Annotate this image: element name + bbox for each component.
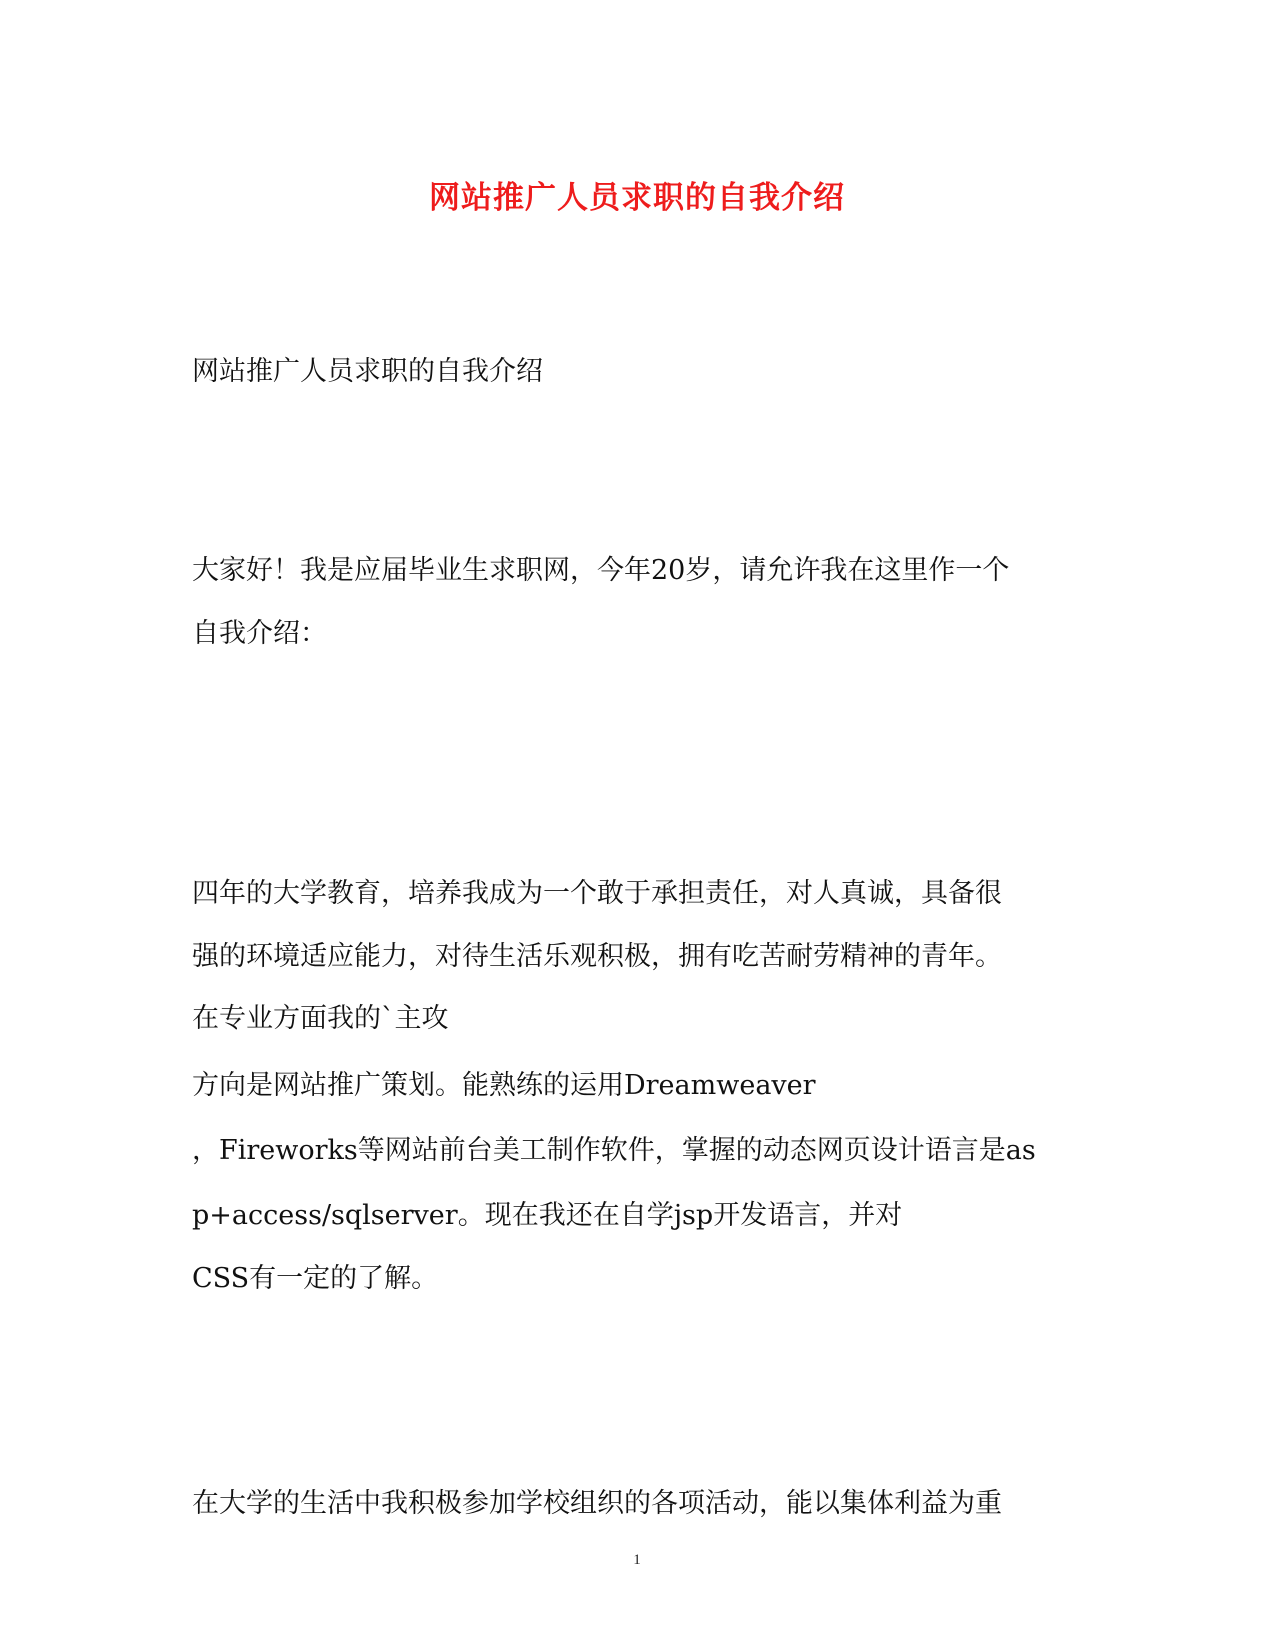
paragraph-line: 自我介绍： bbox=[192, 618, 327, 649]
paragraph-line: 在专业方面我的`主攻 bbox=[192, 1003, 449, 1034]
paragraph-line: ，Fireworks等网站前台美工制作软件，掌握的动态网页设计语言是as bbox=[192, 1135, 1036, 1166]
page-number: 1 bbox=[633, 1552, 641, 1568]
document-title: 网站推广人员求职的自我介绍 bbox=[429, 180, 845, 216]
paragraph-line: 在大学的生活中我积极参加学校组织的各项活动，能以集体利益为重 bbox=[192, 1488, 1002, 1519]
paragraph-line: 方向是网站推广策划。能熟练的运用Dreamweaver bbox=[192, 1070, 816, 1101]
subtitle-line: 网站推广人员求职的自我介绍 bbox=[192, 356, 543, 387]
paragraph-line: CSS有一定的了解。 bbox=[192, 1263, 439, 1294]
paragraph-line: 强的环境适应能力，对待生活乐观积极，拥有吃苦耐劳精神的青年。 bbox=[192, 941, 1002, 972]
paragraph-line: 四年的大学教育，培养我成为一个敢于承担责任，对人真诚，具备很 bbox=[192, 878, 1002, 909]
paragraph-line: 大家好！我是应届毕业生求职网，今年20岁，请允许我在这里作一个 bbox=[192, 555, 1010, 586]
paragraph-line: p+access/sqlserver。现在我还在自学jsp开发语言，并对 bbox=[192, 1200, 903, 1231]
